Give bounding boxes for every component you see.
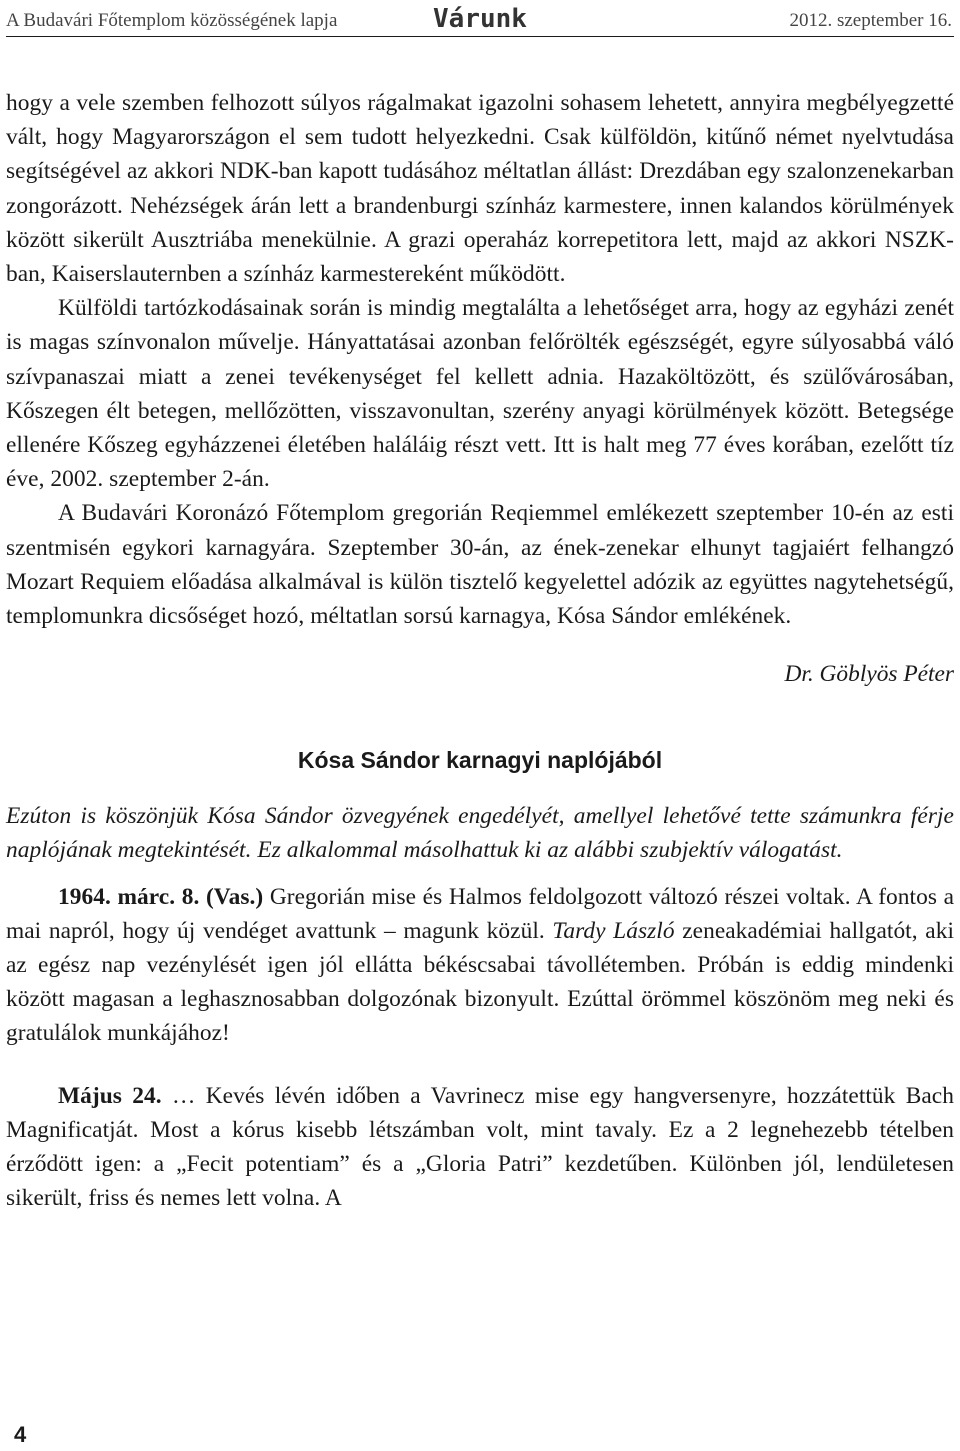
running-header xyxy=(6,4,954,37)
section-intro: Ezúton is köszönjük Kósa Sándor özvegyének engedélyét, amellyel lehetővé tette számunkra férje naplójának megtekintését. Ez alkalommal másolhattuk ki az alábbi szubjektív válogatást. xyxy=(6,803,954,864)
diary-entry-text: … Kevés lévén időben a Vavrinecz mise egy hangversenyre, hozzátettük Bach Magnificatját. Most a kórus kisebb létszámban volt, mint tavaly. Ez a 2 legnehezebb tételben érződött igen: a „Fecit potentiam” és a „Gloria Patri” kezdetűben. Különben jól, lendületesen sikerült, friss és nemes lett volna. A xyxy=(6,1082,954,1212)
paragraph-later-years: Külföldi tartózkodásainak során is mindig megtalálta a lehetőséget arra, hogy az egyházi zenét is magas színvonalon művelje. Hányattatásai azonban felőrölték egészségét, egyre súlyosabbá váló szívpanaszai miatt a zenei tevékenységet fel kellett adnia. Hazaköltözött, és szülővárosában, Kőszegen élt betegen, mellőzötten, visszavonultan, szerény anyagi körülmények között. Betegsége ellenére Kőszeg egyházzenei életében haláláig részt vett. Itt is halt meg 77 éves korában, ezelőtt tíz éve, 2002. szeptember 2-án. xyxy=(6,295,954,493)
masthead-title: Várunk xyxy=(433,4,527,34)
person-name: Tardy László xyxy=(552,917,675,944)
diary-entry-1964-march xyxy=(6,880,954,1051)
article-body xyxy=(6,86,954,1215)
paragraph-memorial: A Budavári Koronázó Főtemplom gregorián Reqiemmel emlékezett szeptember 10-én az esti szentmisén egykori karnagyára. Szeptember 30-án, az ének-zenekar elhunyt tagjaiért felhangzó Mozart Requiem előadása alkalmával is külön tisztelő kegyelettel adózik az együttes nagytehetségű, templomunkra dicsőséget hozó, méltatlan sorsú karnagya, Kósa Sándor emlékének. xyxy=(6,500,954,630)
page-number: 4 xyxy=(14,1422,27,1447)
diary-entry-may xyxy=(6,1079,954,1216)
diary-entry-date: 1964. márc. 8. (Vas.) xyxy=(58,883,264,910)
diary-entry-text-continued: zeneakadémiai hallgatót, aki az egész nap vezénylését igen jól ellátta békéscsabai távollétemben. Próbán is eddig mindenki között magasan a leghasznosabban dolgozónak bizonyult. Ezúttal örömmel köszönöm meg neki és gratulálok munkájához! xyxy=(6,917,954,1047)
author-signature: Dr. Göblyös Péter xyxy=(784,661,954,688)
paragraph-continued: hogy a vele szemben felhozott súlyos rágalmakat igazolni sohasem lehetett, annyira megbélyegzetté vált, hogy Magyarországon el sem tudott helyezkedni. Csak külföldön, kitűnő német nyelvtudása segítségével az akkori NDK-ban kapott tudásához méltatlan állást: Drezdában egy szalonzenekarban zongorázott. Nehézségek árán lett a brandenburgi színház karmestere, innen kalandos körülmények között sikerült Ausztriába menekülnie. A grazi operaház korrepetitora lett, majd az akkori NSZK-ban, Kaiserslauternben a színház karmestereként működött. xyxy=(6,90,954,288)
diary-entry-date: Május 24. xyxy=(58,1082,162,1109)
publication-subtitle: A Budavári Főtemplom közösségének lapja xyxy=(6,10,338,31)
diary-entry-text: Gregorián mise és Halmos feldolgozott változó részei voltak. A fontos a mai napról, hogy új vendéget avattunk – magunk közül. xyxy=(6,883,954,944)
section-heading: Kósa Sándor karnagyi naplójából xyxy=(297,747,663,774)
issue-date: 2012. szeptember 16. xyxy=(789,10,952,31)
